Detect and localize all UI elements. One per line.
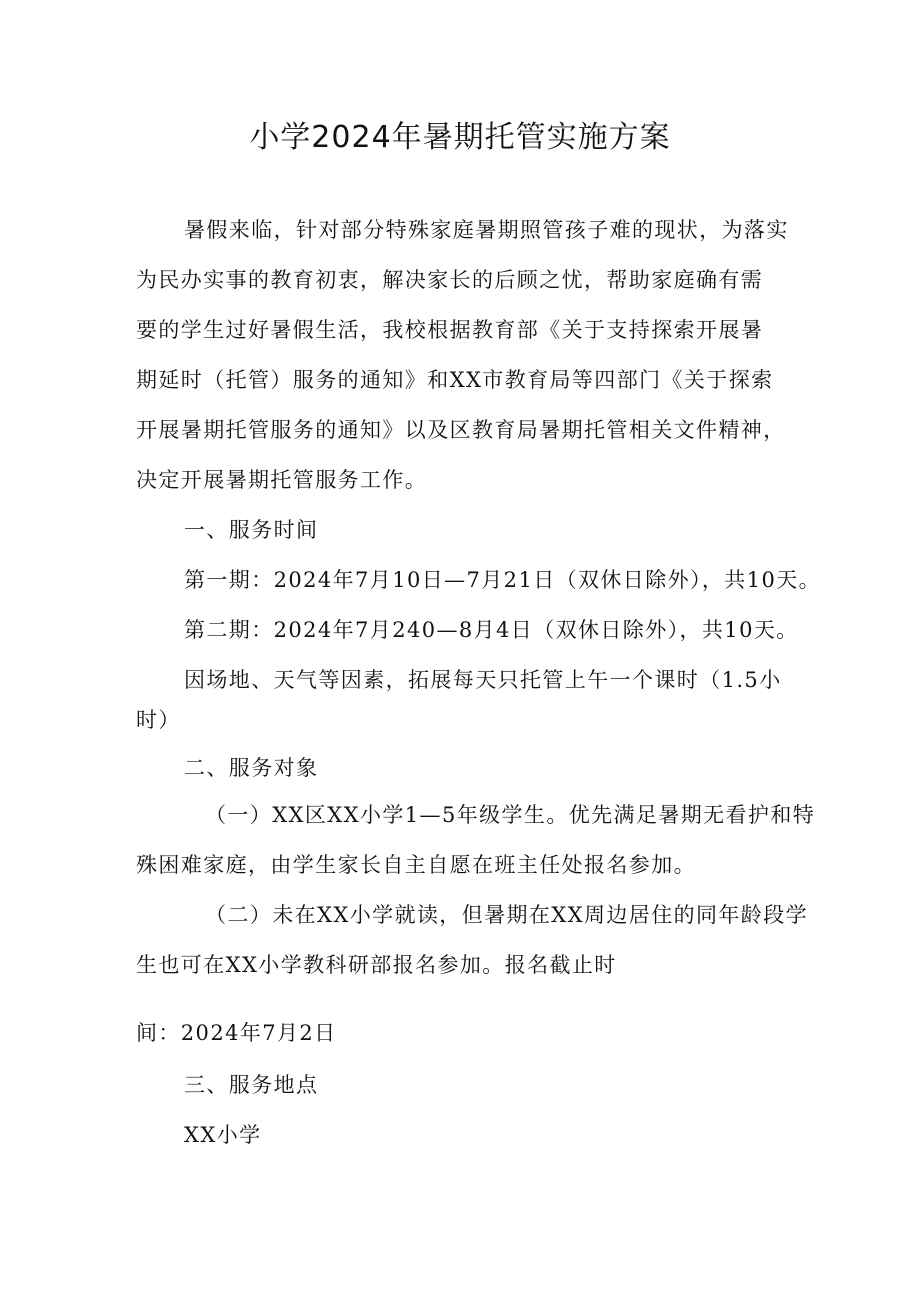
intro-line-3: 要的学生过好暑假生活，我校根据教育部《关于支持探索开展暑 bbox=[136, 318, 764, 342]
intro-line-4: 期延时（托管）服务的通知》和XX市教育局等四部门《关于探索 bbox=[136, 368, 774, 392]
intro-line-1: 暑假来临，针对部分特殊家庭暑期照管孩子难的现状，为落实 bbox=[184, 218, 789, 242]
period-2-text: 第二期：2024年7月240—8月4日（双休日除外），共10天。 bbox=[184, 618, 799, 642]
target-item-1-line-2: 殊困难家庭，由学生家长自主自愿在班主任处报名参加。 bbox=[136, 853, 696, 877]
registration-deadline: 间：2024年7月2日 bbox=[136, 1021, 337, 1045]
schedule-note-line-1: 因场地、天气等因素，拓展每天只托管上午一个课时（1.5小 bbox=[184, 668, 782, 692]
location-text: XX小学 bbox=[184, 1123, 262, 1147]
target-item-1-line-1: （一）XX区XX小学1—5年级学生。优先满足暑期无看护和特 bbox=[205, 803, 816, 827]
intro-line-2: 为民办实事的教育初衷，解决家长的后顾之忧，帮助家庭确有需 bbox=[136, 268, 764, 292]
intro-line-5: 开展暑期托管服务的通知》以及区教育局暑期托管相关文件精神， bbox=[136, 418, 786, 442]
schedule-note-line-2: 时） bbox=[136, 708, 181, 732]
target-item-2-line-1: （二）未在XX小学就读，但暑期在XX周边居住的同年龄段学 bbox=[205, 903, 808, 927]
intro-line-6: 决定开展暑期托管服务工作。 bbox=[136, 468, 428, 492]
section-heading-service-location: 三、服务地点 bbox=[184, 1073, 319, 1097]
document-title: 小学2024年暑期托管实施方案 bbox=[249, 120, 671, 155]
period-1-text: 第一期：2024年7月10日—7月21日（双休日除外），共10天。 bbox=[184, 568, 822, 592]
section-heading-service-target: 二、服务对象 bbox=[184, 756, 319, 780]
target-item-2-line-2: 生也可在XX小学教科研部报名参加。报名截止时 bbox=[136, 953, 617, 977]
section-heading-service-time: 一、服务时间 bbox=[184, 518, 319, 542]
